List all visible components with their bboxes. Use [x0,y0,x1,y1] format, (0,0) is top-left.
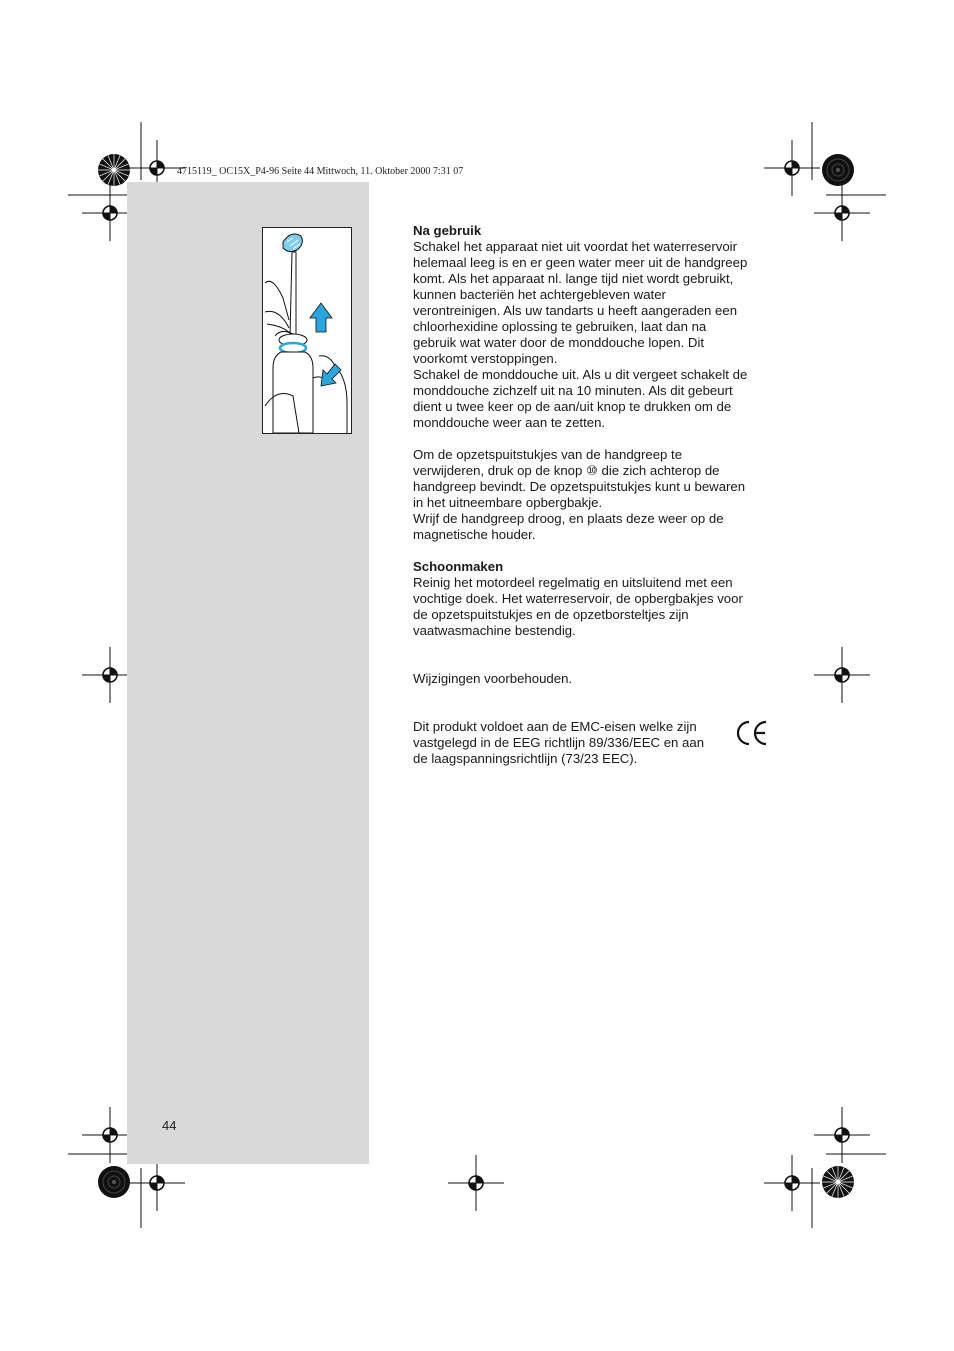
paragraph-line: Wrijf de handgreep droog, en plaats deze weer op de [413,511,724,526]
paragraph-line: Om de opzetspuitstukjes van de handgreep te [413,447,683,462]
usage-illustration [262,227,352,434]
paragraph-line: helemaal leeg is en er geen water meer uit de handgreep [413,255,748,270]
paragraph-line: monddouche weer aan te zetten. [413,415,606,430]
paragraph-line: de laagspanningsrichtlijn (73/23 EEC). [413,751,638,766]
ce-mark-icon [735,719,769,747]
nozzle-tip [283,234,302,252]
oral-irrigator-handle-icon [263,228,351,433]
section-after-use [413,223,773,431]
section-cleaning [413,559,773,639]
paragraph-line: Schakel het apparaat niet uit voordat het waterreservoir [413,239,738,254]
paragraph-line: chloorhexidine oplossing te gebruiken, laat dan na [413,319,707,334]
paragraph-line: monddouche zichzelf uit na 10 minuten. Als dit gebeurt [413,383,733,398]
section-heading-cleaning: Schoonmaken [413,559,504,574]
press-button-arrow-icon [321,364,341,386]
paragraph-line: komt. Als het apparaat nl. lange tijd niet wordt gebruikt, [413,271,734,286]
paragraph-line: voorkomt verstoppingen. [413,351,558,366]
paragraph-line: gebruik wat water door de monddouche lopen. Dit [413,335,705,350]
paragraph-line: magnetische houder. [413,527,536,542]
paragraph-line: verontreinigen. Als uw tandarts u heeft aangeraden een [413,303,738,318]
paragraph-line: vaatwasmachine bestendig. [413,623,576,638]
paragraph-line: kunnen bacteriën het achtergebleven water [413,287,666,302]
paragraph-line: handgreep bevindt. De opzetspuitstukjes kunt u bewaren [413,479,746,494]
page-number: 44 [162,1118,177,1133]
paragraph-line: Schakel de monddouche uit. Als u dit vergeet schakelt de [413,367,748,382]
notice-text: Wijzigingen voorbehouden. [413,671,573,686]
section-nozzles [413,447,773,543]
main-text-column [413,223,773,767]
paragraph-line: verwijderen, druk op de knop ⑩ die zich achterop de [413,463,720,478]
section-heading-after-use: Na gebruik [413,223,482,238]
print-slug: 4715119_ OC15X_P4-96 Seite 44 Mittwoch, 11. Oktober 2000 7:31 07 [177,166,464,177]
paragraph-line: vastgelegd in de EEG richtlijn 89/336/EEC en aan [413,735,705,750]
paragraph-line: de opzetspuitstukjes en de opzetborsteltjes zijn [413,607,689,622]
paragraph-line: Dit produkt voldoet aan de EMC-eisen welke zijn [413,719,697,734]
paragraph-line: Reinig het motordeel regelmatig en uitsluitend met een [413,575,733,590]
section-compliance [413,719,773,767]
paragraph-line: in het uitneembare opbergbakje. [413,495,603,510]
arrow-up-icon [310,303,332,332]
paragraph-line: vochtige doek. Het waterreservoir, de opbergbakjes voor [413,591,743,606]
paragraph-line: dient u twee keer op de aan/uit knop te drukken om de [413,399,732,414]
